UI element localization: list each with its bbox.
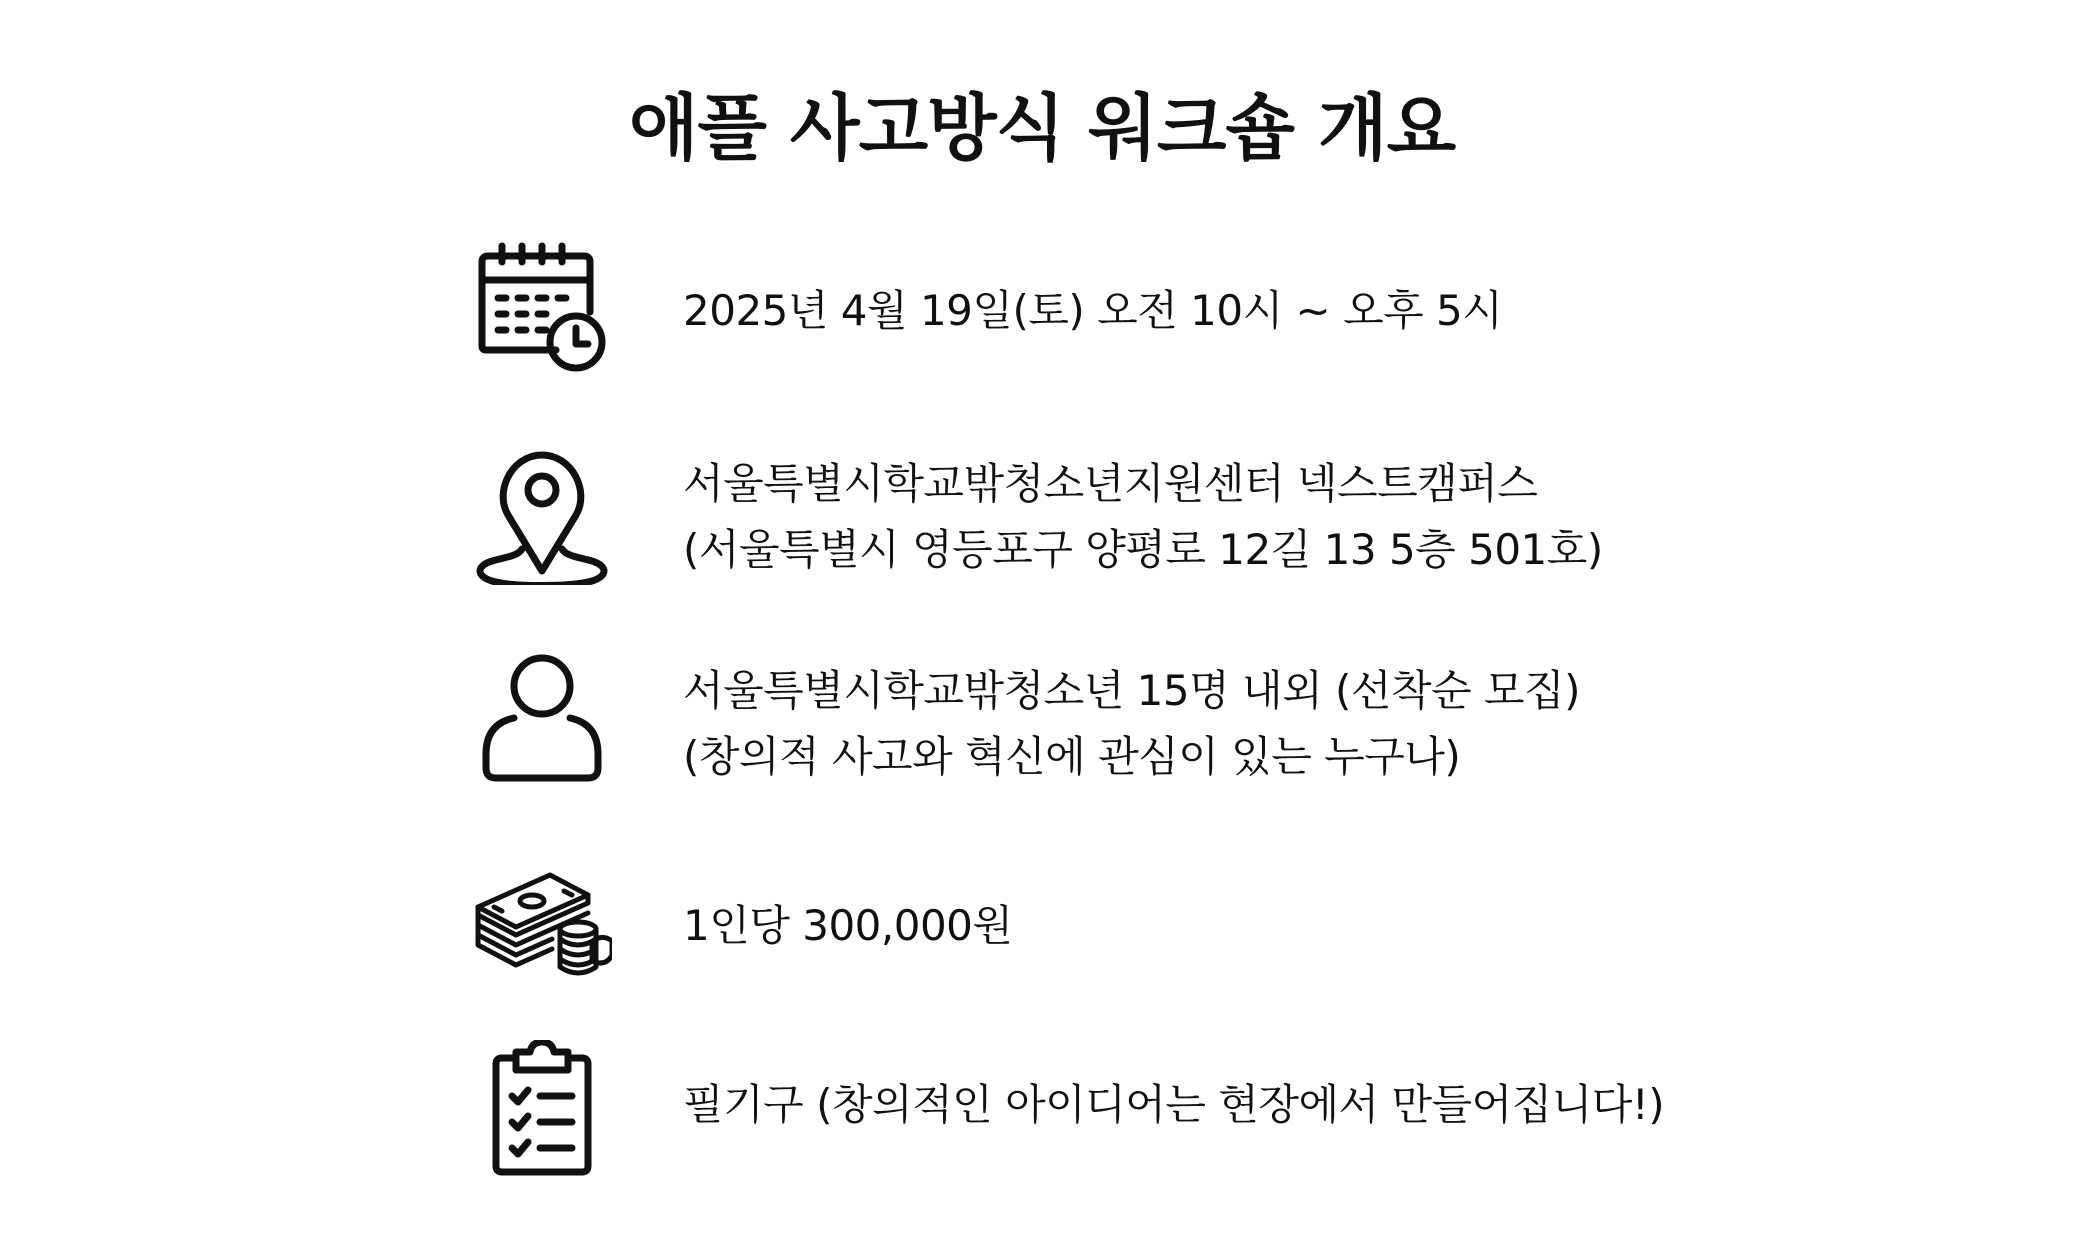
calendar-clock-icon: [472, 240, 612, 380]
location-text: 서울특별시학교밖청소년지원센터 넥스트캠퍼스 (서울특별시 영등포구 양평로 12길 13 5층 501호): [683, 459, 1603, 574]
info-row-datetime: [0, 240, 2084, 380]
info-row-participants: [0, 650, 2084, 790]
page-title: 애플 사고방식 워크숍 개요: [628, 86, 1456, 170]
datetime-text: 2025년 4월 19일(토) 오전 10시 ~ 오후 5시: [683, 286, 1503, 335]
info-row-location: [0, 445, 2084, 585]
person-icon: [472, 650, 612, 790]
supplies-text: 필기구 (창의적인 아이디어는 현장에서 만들어집니다!): [683, 1080, 1665, 1129]
location-pin-icon: [472, 445, 612, 585]
info-row-fee: [0, 855, 2084, 995]
clipboard-checklist-icon: [472, 1040, 612, 1180]
participants-text: 서울특별시학교밖청소년 15명 내외 (선착순 모집) (창의적 사고와 혁신에 관심이 있는 누구나): [683, 666, 1580, 781]
money-stack-icon: [472, 855, 612, 995]
fee-text: 1인당 300,000원: [683, 901, 1013, 950]
info-row-supplies: [0, 1040, 2084, 1180]
